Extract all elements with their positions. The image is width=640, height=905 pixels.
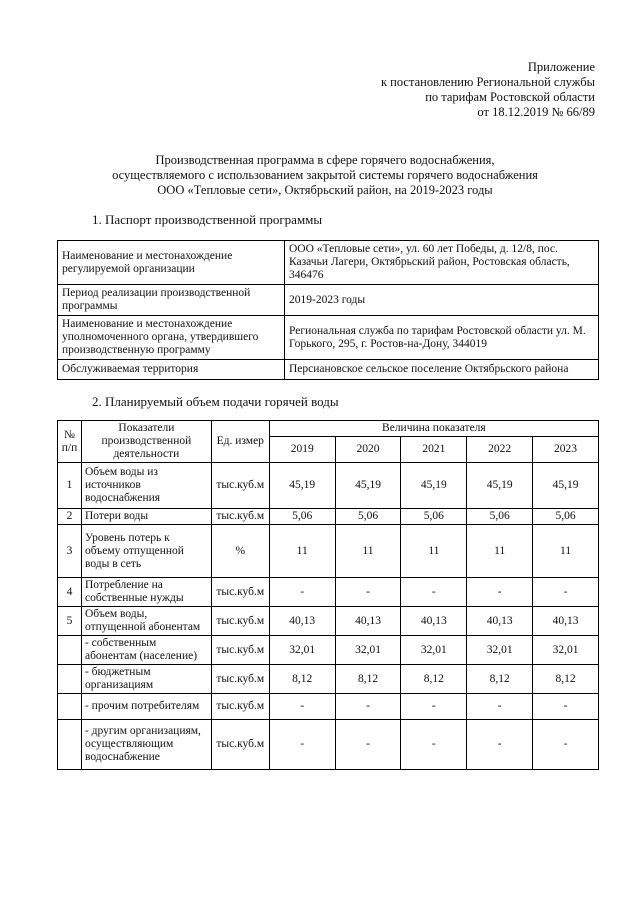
value-cell: 45,19 (533, 463, 599, 509)
value-cell: 11 (533, 525, 599, 578)
title-line: Производственная программа в сфере горячего водоснабжения, (155, 153, 495, 167)
year-header: 2020 (335, 437, 401, 463)
value-cell: - (467, 578, 533, 607)
column-header-indicator: Показатели производственной деятельности (81, 421, 211, 463)
header-line: Приложение (527, 60, 595, 74)
passport-key: Период реализации производственной программы (58, 285, 285, 316)
year-header: 2021 (401, 437, 467, 463)
header-line: по тарифам Ростовской области (425, 90, 595, 104)
unit-cell: тыс.куб.м (211, 463, 269, 509)
volume-table-body (58, 463, 599, 770)
document-title (60, 153, 590, 198)
table-row (58, 720, 599, 770)
passport-table (57, 240, 599, 380)
value-cell: 32,01 (533, 636, 599, 665)
table-row (58, 241, 599, 285)
passport-value: Персиановское сельское поселение Октябрьского района (285, 360, 599, 380)
table-row (58, 509, 599, 525)
indicator-name: - бюджетным организациям (81, 665, 211, 694)
unit-cell: тыс.куб.м (211, 694, 269, 720)
unit-cell: тыс.куб.м (211, 665, 269, 694)
table-row (58, 578, 599, 607)
column-header-value: Величина показателя (269, 421, 598, 437)
value-cell: - (401, 720, 467, 770)
value-cell: 45,19 (401, 463, 467, 509)
indicator-name: Потери воды (81, 509, 211, 525)
table-row (58, 285, 599, 316)
value-cell: - (335, 694, 401, 720)
table-row (58, 316, 599, 360)
value-cell: 8,12 (467, 665, 533, 694)
passport-key: Наименование и местонахождение регулируемой организации (58, 241, 285, 285)
value-cell: 40,13 (269, 607, 335, 636)
value-cell: - (335, 578, 401, 607)
row-number: 3 (58, 525, 82, 578)
table-row (58, 607, 599, 636)
value-cell: 40,13 (335, 607, 401, 636)
row-number: 1 (58, 463, 82, 509)
unit-cell: тыс.куб.м (211, 720, 269, 770)
unit-cell: тыс.куб.м (211, 636, 269, 665)
value-cell: 32,01 (269, 636, 335, 665)
table-row (58, 694, 599, 720)
table-row (58, 360, 599, 380)
passport-value: ООО «Тепловые сети», ул. 60 лет Победы, д. 12/8, пос. Казачьи Лагери, Октябрьский район, Ростовская область, 346476 (285, 241, 599, 285)
indicator-name: Объем воды, отпущенной абонентам (81, 607, 211, 636)
indicator-name: Объем воды из источников водоснабжения (81, 463, 211, 509)
unit-cell: тыс.куб.м (211, 607, 269, 636)
passport-key: Наименование и местонахождение уполномоченного органа, утвердившего производственную программу (58, 316, 285, 360)
title-line: ООО «Тепловые сети», Октябрьский район, на 2019-2023 годы (157, 183, 493, 197)
column-header-unit: Ед. измер (211, 421, 269, 463)
value-cell: - (401, 578, 467, 607)
value-cell: 11 (467, 525, 533, 578)
value-cell: 5,06 (269, 509, 335, 525)
header-line: от 18.12.2019 № 66/89 (477, 105, 595, 119)
value-cell: - (533, 720, 599, 770)
section-heading-volume: 2. Планируемый объем подачи горячей воды (92, 394, 339, 409)
row-number (58, 665, 82, 694)
appendix-header (381, 60, 595, 120)
indicator-name: Уровень потерь к объему отпущенной воды в сеть (81, 525, 211, 578)
value-cell: 32,01 (335, 636, 401, 665)
indicator-name: Потребление на собственные нужды (81, 578, 211, 607)
indicator-name: - другим организациям, осуществляющим водоснабжение (81, 720, 211, 770)
value-cell: - (533, 578, 599, 607)
value-cell: 8,12 (533, 665, 599, 694)
year-header: 2022 (467, 437, 533, 463)
value-cell: 32,01 (467, 636, 533, 665)
passport-value: 2019-2023 годы (285, 285, 599, 316)
value-cell: 8,12 (335, 665, 401, 694)
unit-cell: % (211, 525, 269, 578)
indicator-name: - прочим потребителям (81, 694, 211, 720)
value-cell: - (401, 694, 467, 720)
row-number: 5 (58, 607, 82, 636)
row-number (58, 694, 82, 720)
value-cell: 5,06 (467, 509, 533, 525)
value-cell: - (467, 694, 533, 720)
value-cell: - (467, 720, 533, 770)
value-cell: - (335, 720, 401, 770)
header-line: к постановлению Региональной службы (380, 75, 595, 89)
passport-key: Обслуживаемая территория (58, 360, 285, 380)
value-cell: - (269, 720, 335, 770)
value-cell: 11 (269, 525, 335, 578)
year-header: 2019 (269, 437, 335, 463)
value-cell: 5,06 (533, 509, 599, 525)
row-number (58, 636, 82, 665)
row-number: 4 (58, 578, 82, 607)
value-cell: 11 (401, 525, 467, 578)
value-cell: 11 (335, 525, 401, 578)
value-cell: - (533, 694, 599, 720)
title-line: осуществляемого с использованием закрытой системы горячего водоснабжения (112, 168, 538, 182)
table-row (58, 463, 599, 509)
indicator-name: - собственным абонентам (население) (81, 636, 211, 665)
row-number: 2 (58, 509, 82, 525)
table-row (58, 665, 599, 694)
value-cell: - (269, 578, 335, 607)
value-cell: 8,12 (401, 665, 467, 694)
value-cell: 32,01 (401, 636, 467, 665)
value-cell: 5,06 (335, 509, 401, 525)
value-cell: 45,19 (269, 463, 335, 509)
value-cell: 40,13 (467, 607, 533, 636)
value-cell: 8,12 (269, 665, 335, 694)
value-cell: 5,06 (401, 509, 467, 525)
table-header-row (58, 421, 599, 437)
value-cell: 40,13 (401, 607, 467, 636)
value-cell: 45,19 (335, 463, 401, 509)
value-cell: 40,13 (533, 607, 599, 636)
row-number (58, 720, 82, 770)
value-cell: - (269, 694, 335, 720)
year-header: 2023 (533, 437, 599, 463)
volume-table (57, 420, 599, 770)
passport-value: Региональная служба по тарифам Ростовской области ул. М. Горького, 295, г. Ростов-на-Дону, 344019 (285, 316, 599, 360)
unit-cell: тыс.куб.м (211, 509, 269, 525)
table-row (58, 525, 599, 578)
table-row (58, 636, 599, 665)
column-header-number: № п/п (58, 421, 82, 463)
value-cell: 45,19 (467, 463, 533, 509)
unit-cell: тыс.куб.м (211, 578, 269, 607)
section-heading-passport: 1. Паспорт производственной программы (92, 212, 323, 227)
